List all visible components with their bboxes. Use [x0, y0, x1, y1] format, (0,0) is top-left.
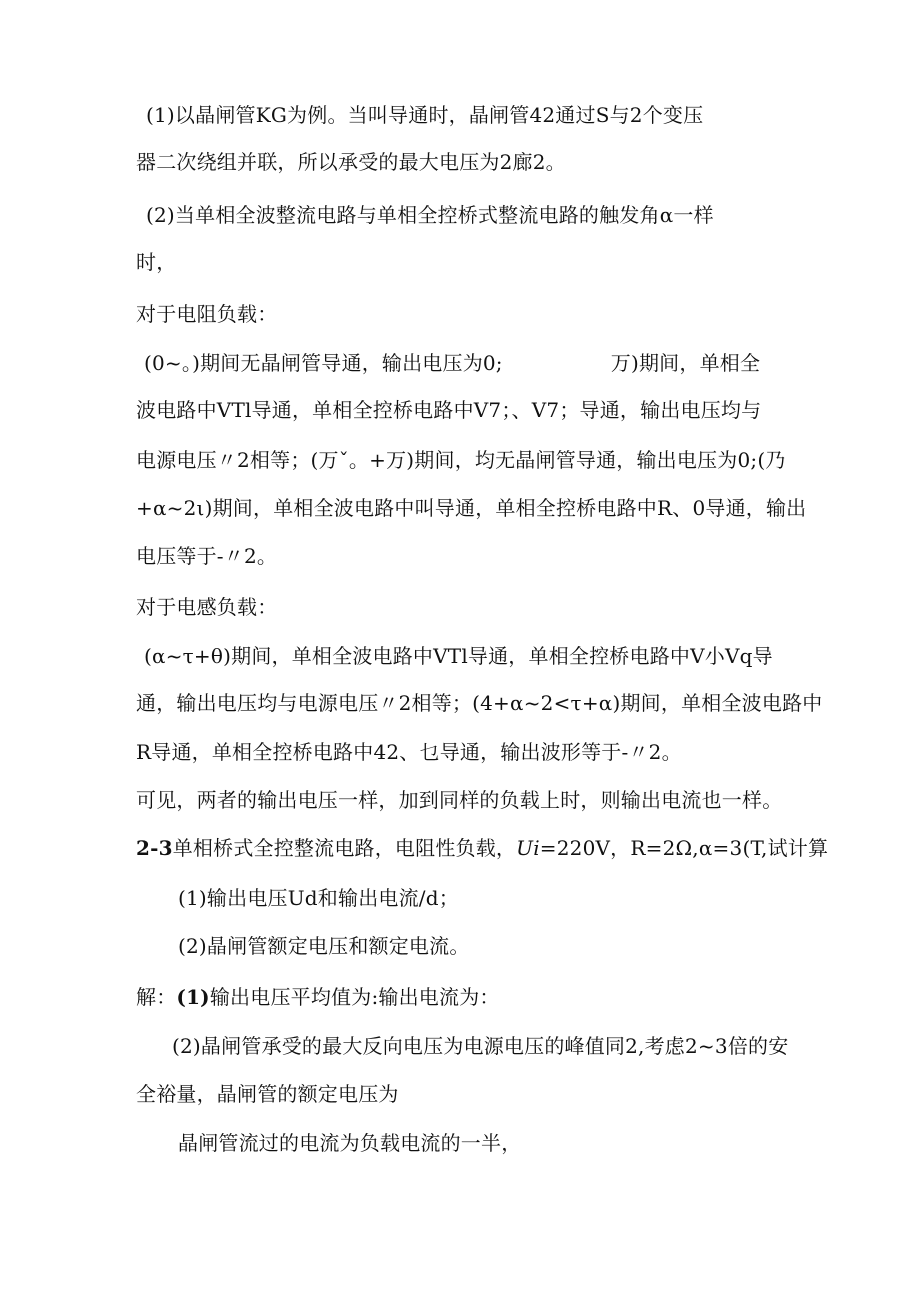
resistive-line-3: 电源电压〃2相等；(万ˇ。+万)期间，均无晶闸管导通，输出电压为0;(乃: [136, 448, 786, 472]
problem-statement: [136, 835, 828, 861]
solution-label: 解：: [136, 985, 177, 1009]
problem-item-1: (1)输出电压Ud和输出电流/d；: [178, 886, 459, 910]
problem-number: 2-3: [136, 836, 173, 860]
inductive-heading: 对于电感负载：: [136, 595, 278, 619]
solution-line-3: 全裕量，晶闸管的额定电压为: [136, 1082, 399, 1106]
inductive-line-2: 通，输出电压均与电源电压〃2相等；(4+α~2<τ+α)期间，单相全波电路中: [136, 691, 823, 715]
resistive-heading: 对于电阻负载：: [136, 302, 278, 326]
problem-var-u: Ui: [516, 836, 540, 860]
solution-line-1: [136, 984, 500, 1010]
resistive-line-4: +α~2ι)期间，单相全波电路中叫导通，单相全控桥电路中R、0导通，输出: [136, 496, 807, 520]
inductive-line-3: R导通，单相全控桥电路中42、乜导通，输出波形等于-〃2。: [136, 740, 682, 764]
problem-text-b: =220V，R=2Ω,α=3(T,试计算: [539, 836, 829, 860]
conclusion-line: 可见，两者的输出电压一样，加到同样的负载上时，则输出电流也一样。: [136, 788, 783, 812]
resistive-line-2: 波电路中VTl导通，单相全控桥电路中V7；、V7；导通，输出电压均与: [136, 398, 762, 422]
solution-line-2: (2)晶闸管承受的最大反向电压为电源电压的峰值同2,考虑2~3倍的安: [172, 1034, 789, 1058]
resistive-line-5: 电压等于-〃2。: [136, 544, 278, 568]
problem-text-a: 单相桥式全控整流电路，电阻性负载，: [172, 836, 517, 860]
q1-line-2: 器二次绕组并联，所以承受的最大电压为2廊2。: [136, 150, 566, 174]
resistive-line-1b: 万)期间，单相全: [610, 351, 761, 375]
solution-num-1: (1): [176, 985, 210, 1009]
q1-line-1: (1)以晶闸管KG为例。当叫导通时，晶闸管42通过S与2个变压: [146, 103, 704, 127]
solution-line-4: 晶闸管流过的电流为负载电流的一半，: [178, 1131, 522, 1155]
resistive-line-1: [144, 350, 760, 376]
q2-line-2: 时，: [136, 250, 177, 274]
resistive-line-1a: (0~。)期间无晶闸管导通，输出电压为0;: [144, 351, 503, 375]
problem-item-2: (2)晶闸管额定电压和额定电流。: [178, 934, 470, 958]
q2-line-1: (2)当单相全波整流电路与单相全控桥式整流电路的触发角α一样: [146, 203, 714, 227]
solution-text-1: 输出电压平均值为:输出电流为：: [209, 985, 500, 1009]
inductive-line-1: (α~τ+θ)期间，单相全波电路中VTl导通，单相全控桥电路中V小Vq导: [144, 644, 773, 668]
